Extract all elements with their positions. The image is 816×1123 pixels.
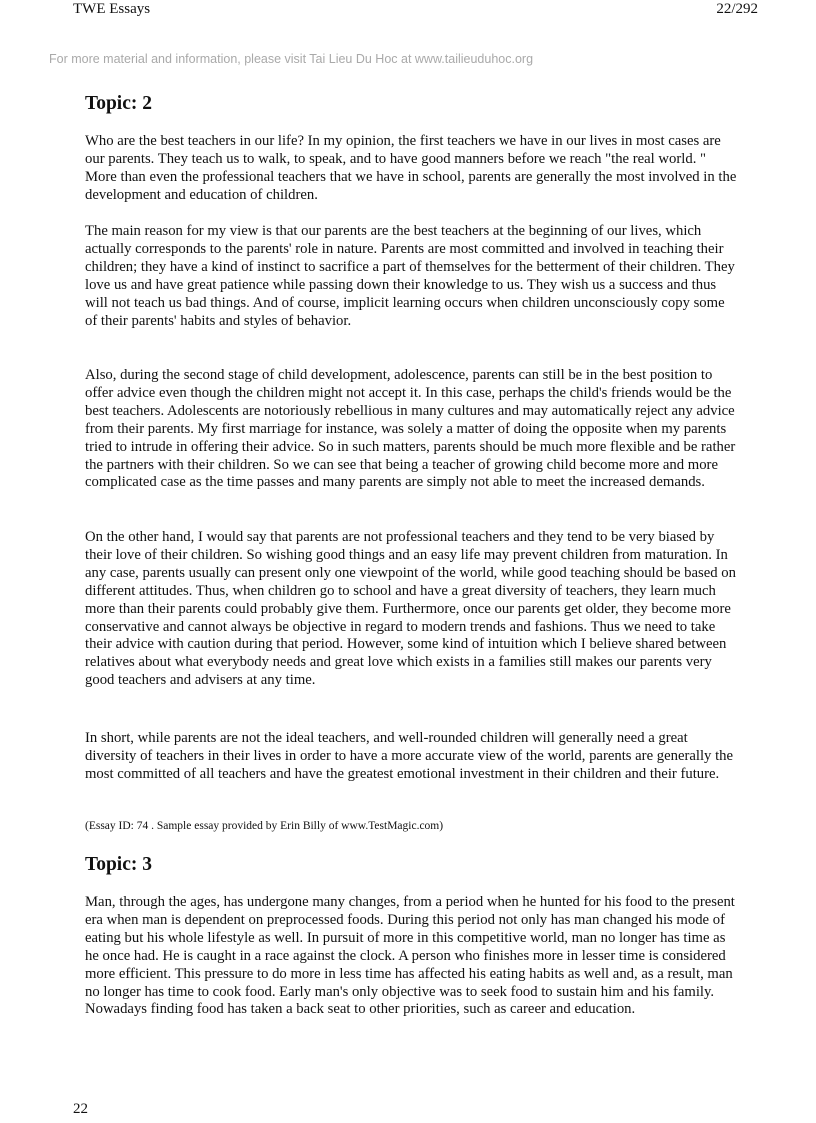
topic-3-paragraph-1: Man, through the ages, has undergone many changes, from a period when he hunted for his food to the present era when man is dependent on preprocessed foods. During this period not only has man changed his mode of eating but his whole lifestyle as well. In pursuit of more in this competitive world, man no longer has time as he once had. He is caught in a race against the clock. A person who finishes more in lesser time is considered more efficient. This pressure to do more in less time has affected his eating habits as well and, as a result, man no longer has time to cook food. Early man's only objective was to seek food to sustain him and his family. Nowadays finding food has taken a back seat to other priorities, such as career and education. bbox=[85, 894, 735, 1018]
watermark-text: For more material and information, please visit Tai Lieu Du Hoc at www.tailieuduhoc.org bbox=[49, 52, 534, 66]
essay-credit: (Essay ID: 74 . Sample essay provided by Erin Billy of www.TestMagic.com) bbox=[85, 820, 444, 832]
page-counter: 22/292 bbox=[716, 1, 758, 17]
header-title: TWE Essays bbox=[73, 1, 151, 17]
topic-2-paragraph-3: Also, during the second stage of child development, adolescence, parents can still be in the best position to offer advice even though the children might not accept it. In this case, perhaps the child's friends would be the best teachers. Adolescents are notoriously rebellious in many cultures and may automatically reject any advice from their parents. My first marriage for instance, was solely a matter of doing the opposite when my parents tried to intrude in offering their advice. So in such matters, parents should be much more flexible and be rather the partners with their children. So we can see that being a teacher of growing child become more and more complicated case as the time passes and many parents are simply not able to meet the increased demands. bbox=[85, 367, 736, 491]
topic-2-paragraph-5: In short, while parents are not the ideal teachers, and well-rounded children will generally need a great diversity of teachers in their lives in order to have a more accurate view of the world, parents are generally the most committed of all teachers and have the greatest emotional investment in their children and their future. bbox=[85, 730, 734, 782]
topic-2-heading: Topic: 2 bbox=[85, 93, 153, 114]
page-number: 22 bbox=[73, 1101, 88, 1117]
topic-3-heading: Topic: 3 bbox=[85, 854, 153, 875]
topic-2-paragraph-2: The main reason for my view is that our parents are the best teachers at the beginning of our lives, which actually corresponds to the parents' role in nature. Parents are most committed and involved in teaching their children; they have a kind of instinct to sacrifice a part of themselves for the betterment of their children. They love us and have great patience while passing down their knowledge to us. They wish us a success and thus will not teach us bad things. And of course, implicit learning occurs when children unconsciously copy some of their parents' habits and styles of behavior. bbox=[85, 223, 735, 329]
topic-2-paragraph-1: Who are the best teachers in our life? In my opinion, the first teachers we have in our lives in most cases are our parents. They teach us to walk, to speak, and to have good manners before we reach "the real world. " More than even the professional teachers that we have in school, parents are generally the most involved in the development and education of children. bbox=[85, 133, 737, 203]
topic-2-paragraph-4: On the other hand, I would say that parents are not professional teachers and they tend to be very biased by their love of their children. So wishing good things and an easy life may prevent children from maturation. In any case, parents usually can present only one viewpoint of the world, while good teaching should be based on different attitudes. Thus, when children go to school and have a great diversity of teachers, they learn much more than their parents could probably give them. Furthermore, once our parents get older, they become more conservative and cannot always be objective in regard to modern trends and fashions. Thus we need to take their advice with caution during that period. However, some kind of intuition which I believe shared between relatives about what everybody needs and great love which exists in a families still makes our parents very good teachers and advisers at any time. bbox=[85, 529, 736, 689]
